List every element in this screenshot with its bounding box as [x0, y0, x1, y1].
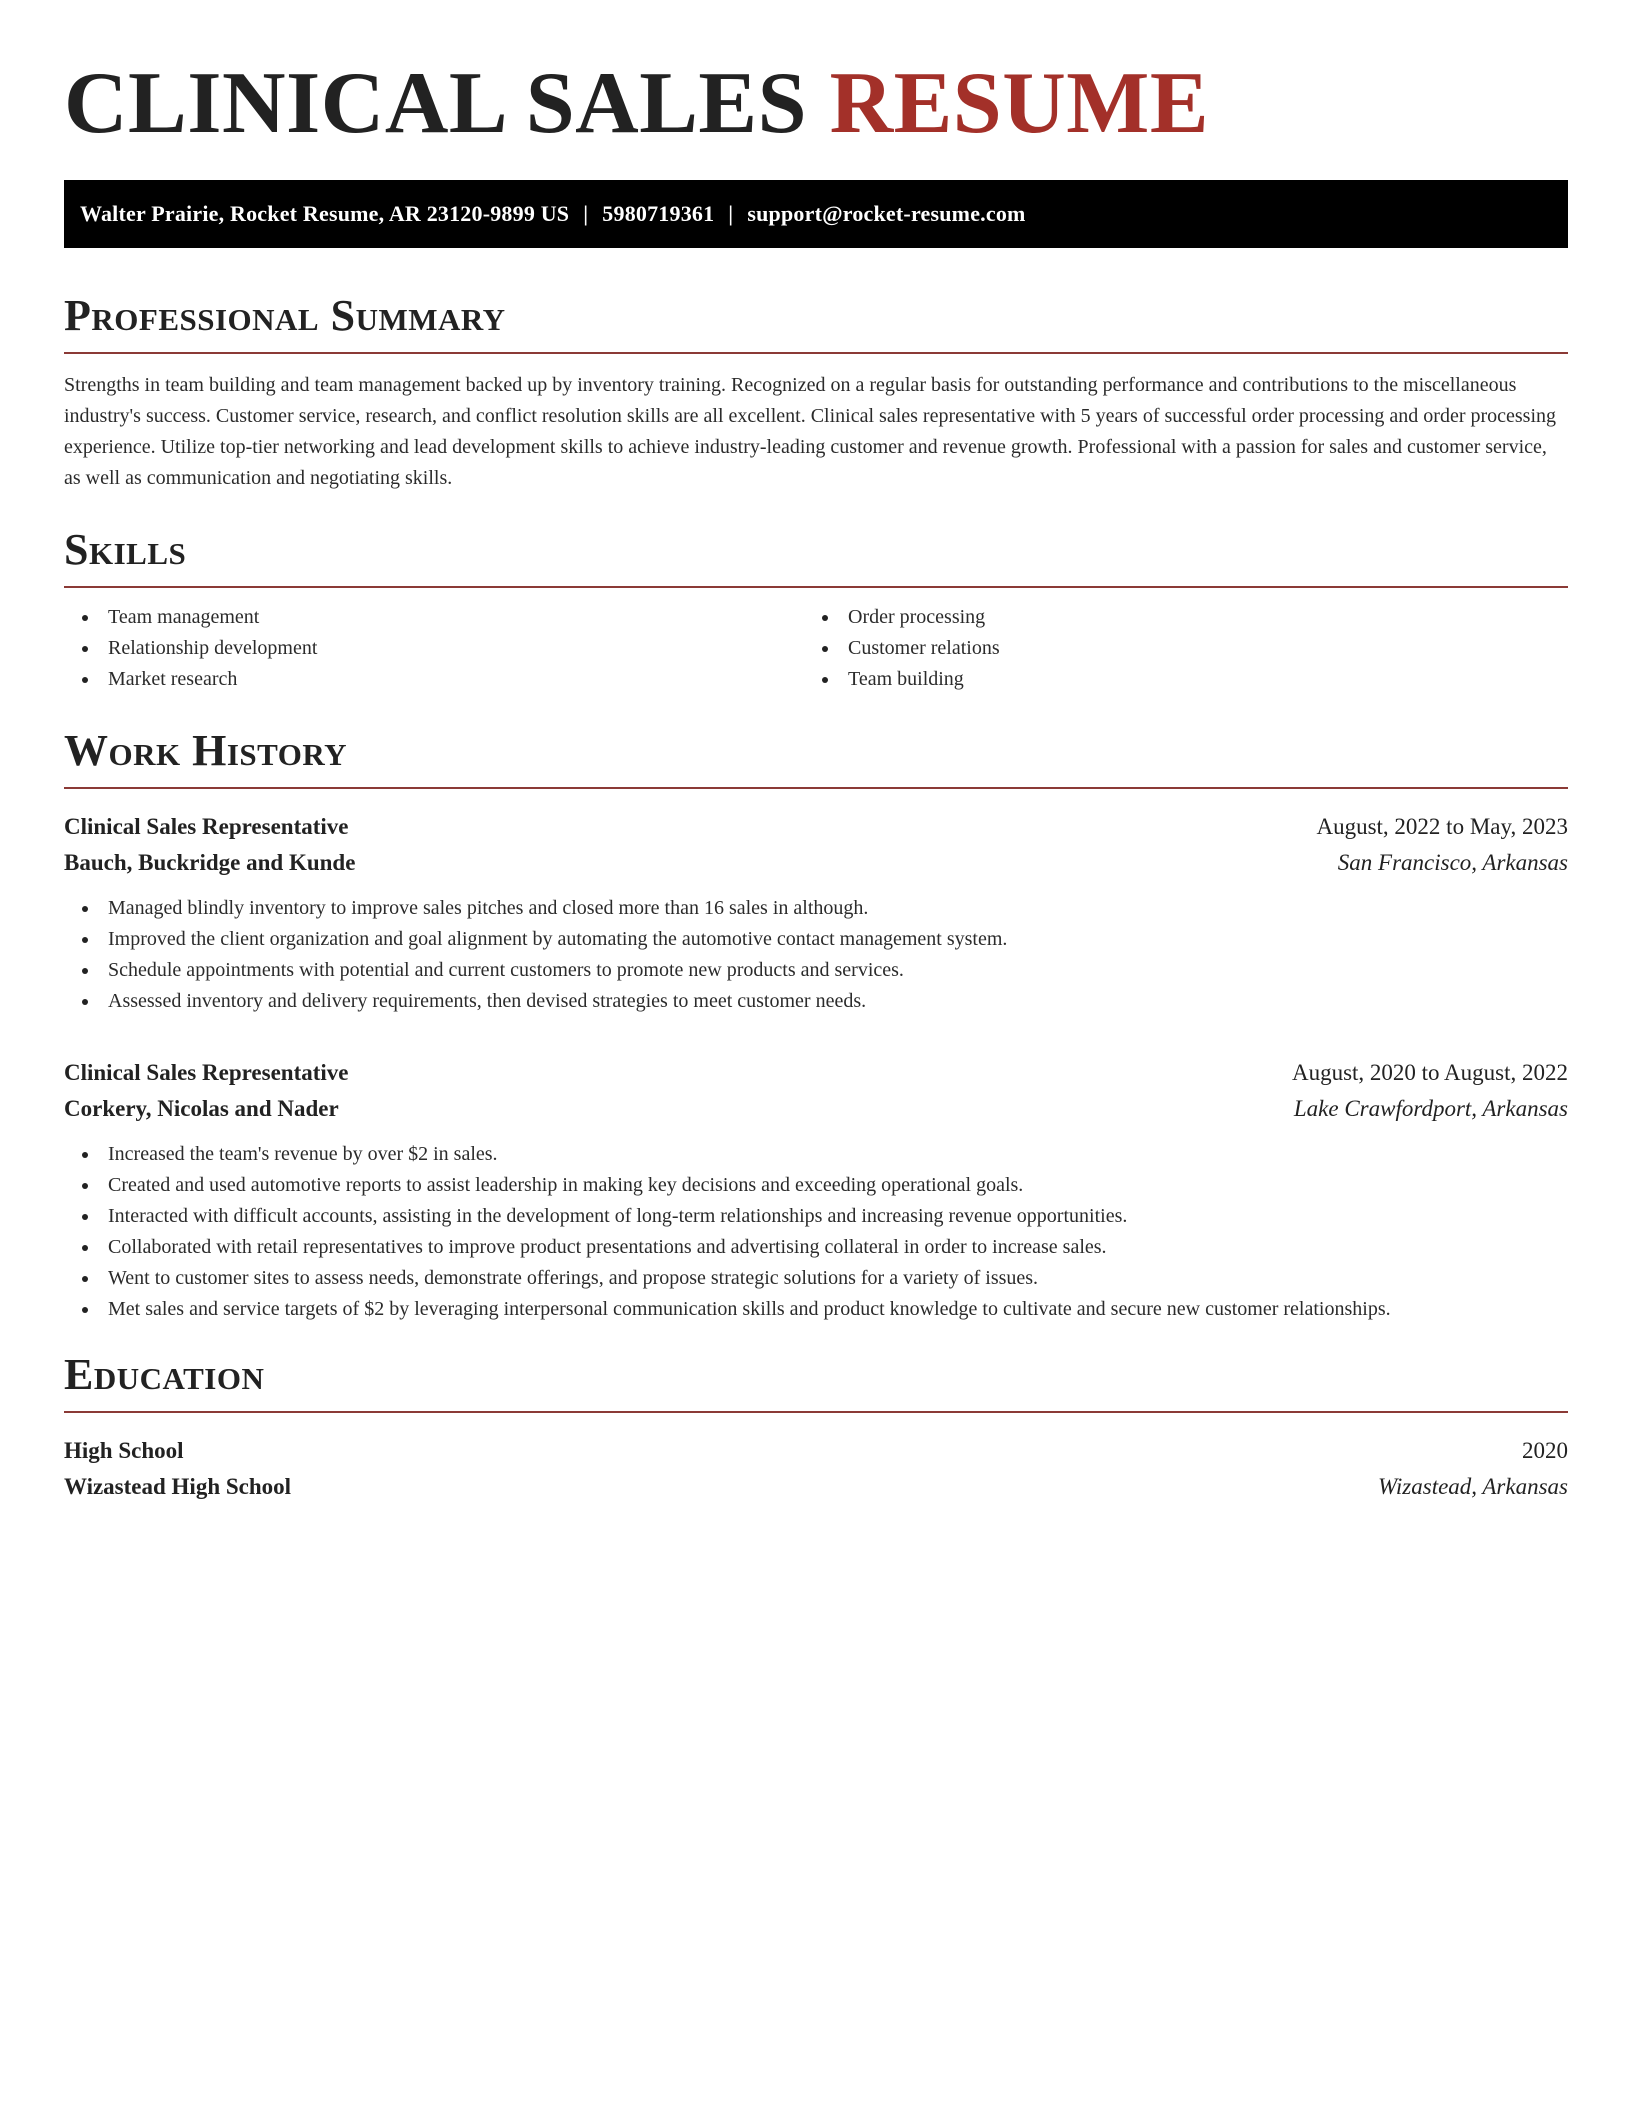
- skill-item: Market research: [108, 664, 804, 695]
- contact-email[interactable]: support@rocket-resume.com: [747, 201, 1026, 226]
- job-company-row: [64, 845, 1568, 881]
- education-school-row: [64, 1469, 1568, 1505]
- section-divider: [64, 352, 1568, 354]
- job-bullets: [64, 1139, 1568, 1325]
- summary-section: [64, 290, 1568, 494]
- job-bullet: Increased the team's revenue by over $2 in sales.: [108, 1139, 1568, 1170]
- education-degree: High School: [64, 1438, 184, 1463]
- job-dates: August, 2020 to August, 2022: [1291, 1060, 1568, 1085]
- skills-section: [64, 524, 1568, 695]
- skills-grid: [64, 602, 1568, 695]
- section-divider: [64, 787, 1568, 789]
- education-header-row: [64, 1433, 1568, 1469]
- contact-bar: [64, 180, 1568, 248]
- job-bullet: Improved the client organization and goal alignment by automating the automotive contact management system.: [108, 924, 1568, 955]
- education-entry: [64, 1433, 1568, 1505]
- job-title: Clinical Sales Representative: [64, 1060, 349, 1085]
- work-history-heading: Work History: [64, 726, 348, 775]
- skills-column-left: [64, 602, 804, 695]
- job-bullet: Schedule appointments with potential and current customers to promote new products and services.: [108, 955, 1568, 986]
- skill-item: Team management: [108, 602, 804, 633]
- job-bullet: Went to customer sites to assess needs, demonstrate offerings, and propose strategic solutions for a variety of issues.: [108, 1263, 1568, 1294]
- job-bullet: Assessed inventory and delivery requirements, then devised strategies to meet customer needs.: [108, 986, 1568, 1017]
- job-bullet: Collaborated with retail representatives to improve product presentations and advertising collateral in order to increase sales.: [108, 1232, 1568, 1263]
- contact-separator: |: [583, 201, 589, 226]
- job-bullet: Created and used automotive reports to assist leadership in making key decisions and exceeding operational goals.: [108, 1170, 1568, 1201]
- job-header-row: [64, 1055, 1568, 1091]
- job-header-row: [64, 809, 1568, 845]
- skill-item: Team building: [848, 664, 1544, 695]
- job-bullets: [64, 893, 1568, 1017]
- skills-heading: Skills: [64, 525, 187, 574]
- contact-address: Walter Prairie, Rocket Resume, AR 23120-9899 US: [80, 201, 570, 226]
- education-year: 2020: [1522, 1438, 1568, 1463]
- job-bullet: Met sales and service targets of $2 by leveraging interpersonal communication skills and product knowledge to cultivate and secure new customer relationships.: [108, 1294, 1568, 1325]
- skill-item: Order processing: [848, 602, 1544, 633]
- contact-separator: |: [728, 201, 734, 226]
- job-location: San Francisco, Arkansas: [1337, 850, 1568, 875]
- title-main: CLINICAL SALES: [64, 55, 808, 152]
- contact-phone: 5980719361: [602, 201, 715, 226]
- job-title: Clinical Sales Representative: [64, 814, 349, 839]
- page-title: [64, 56, 1568, 152]
- education-heading: Education: [64, 1350, 265, 1399]
- summary-text: Strengths in team building and team management backed up by inventory training. Recognized on a regular basis for outstanding performance and contributions to the miscellaneous industry's success. Customer service, research, and conflict resolution skills are all excellent. Clinical sales representative with 5 years of successful order processing and order processing experience. Utilize top-tier networking and lead development skills to achieve industry-leading customer and revenue growth. Professional with a passion for sales and customer service, as well as communication and negotiating skills.: [64, 374, 1557, 489]
- job-bullet: Interacted with difficult accounts, assisting in the development of long-term relationships and increasing revenue opportunities.: [108, 1201, 1568, 1232]
- resume-page: [64, 0, 1568, 1505]
- education-location: Wizastead, Arkansas: [1378, 1474, 1568, 1499]
- section-divider: [64, 586, 1568, 588]
- job-company: Corkery, Nicolas and Nader: [64, 1096, 339, 1121]
- job-entry: [64, 1055, 1568, 1325]
- section-divider: [64, 1411, 1568, 1413]
- skill-item: Customer relations: [848, 633, 1544, 664]
- skill-item: Relationship development: [108, 633, 804, 664]
- summary-heading: Professional Summary: [64, 291, 506, 340]
- job-company: Bauch, Buckridge and Kunde: [64, 850, 356, 875]
- work-history-section: [64, 725, 1568, 1325]
- job-dates: August, 2022 to May, 2023: [1316, 814, 1568, 839]
- job-company-row: [64, 1091, 1568, 1127]
- skills-column-right: [804, 602, 1544, 695]
- education-section: [64, 1349, 1568, 1505]
- job-bullet: Managed blindly inventory to improve sales pitches and closed more than 16 sales in although.: [108, 893, 1568, 924]
- job-entry: [64, 809, 1568, 1017]
- title-accent: RESUME: [829, 55, 1210, 152]
- job-location: Lake Crawfordport, Arkansas: [1293, 1096, 1568, 1121]
- education-school: Wizastead High School: [64, 1474, 292, 1499]
